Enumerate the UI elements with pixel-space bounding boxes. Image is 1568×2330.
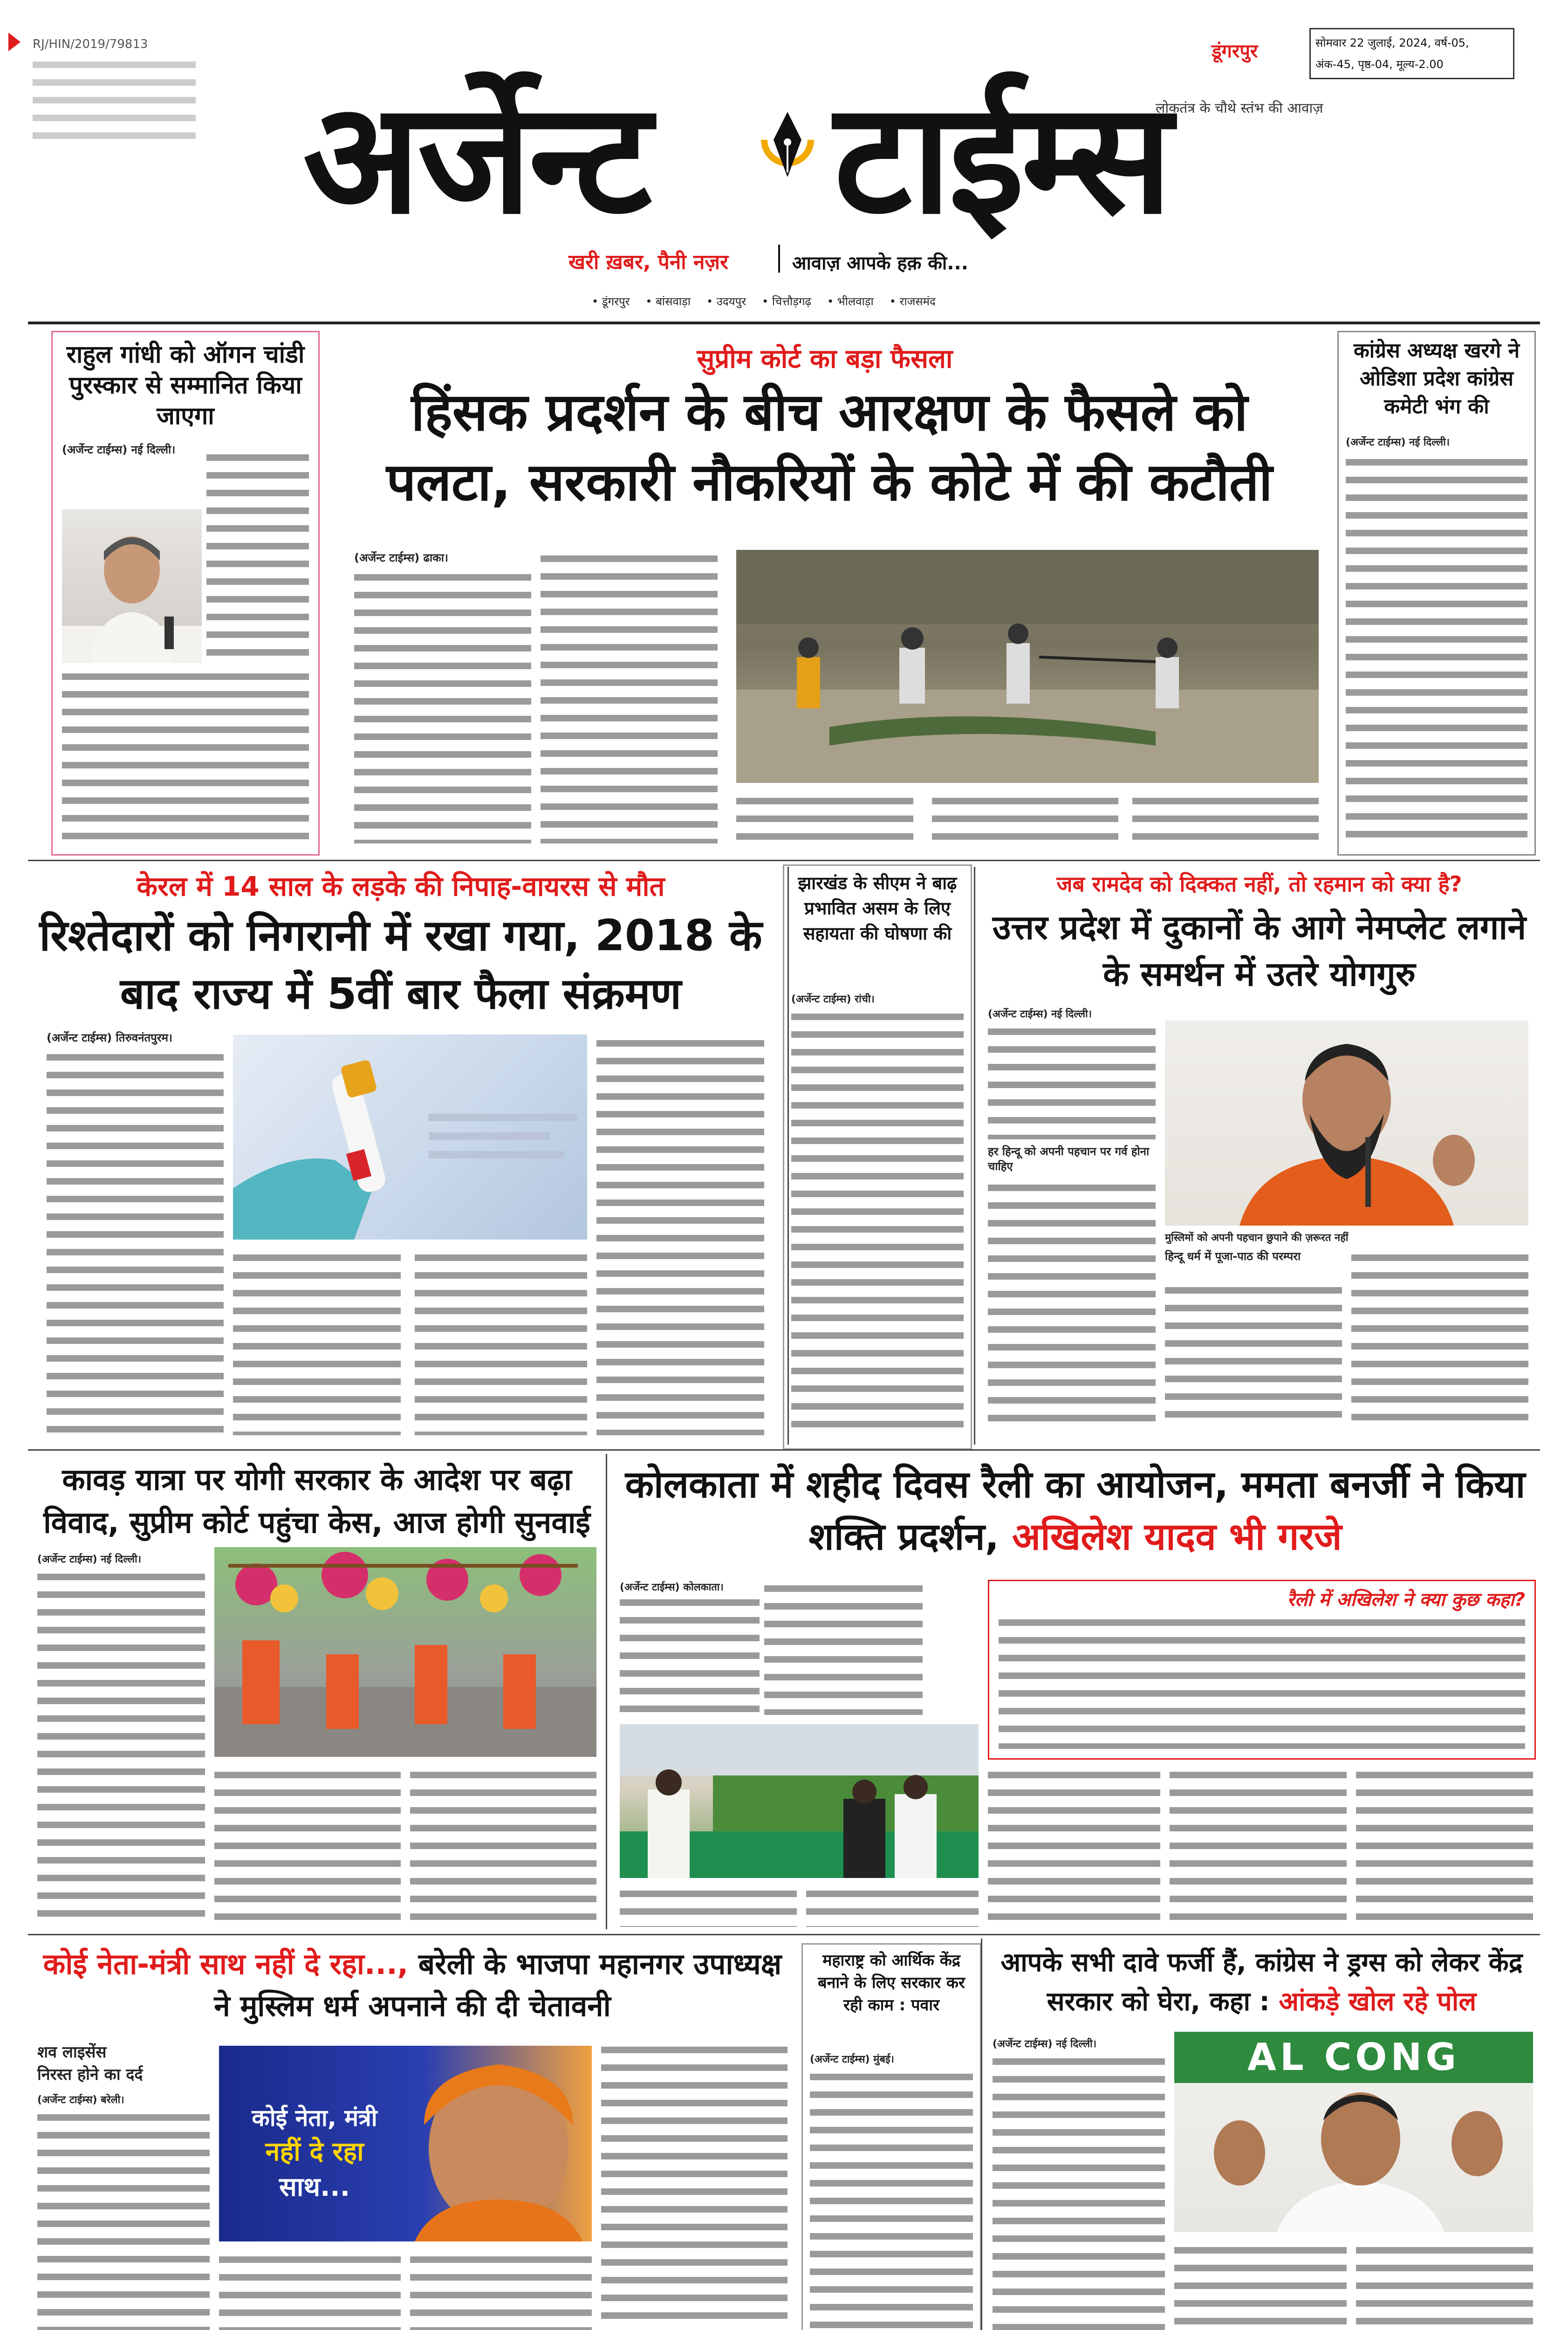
story-text bbox=[993, 2053, 1165, 2330]
story-text bbox=[1356, 2241, 1533, 2330]
photo-banner-text: AL CONG bbox=[1174, 2032, 1533, 2083]
headline: झारखंड के सीएम ने बाढ़ प्रभावित असम के लिए सहायता की घोषणा की bbox=[798, 873, 957, 944]
bareilly-graphic bbox=[219, 2046, 592, 2241]
photo-caption: मुस्लिमों को अपनी पहचान छुपाने की ज़रूरत नहीं bbox=[1165, 1232, 1349, 1244]
story-kolkata bbox=[610, 1454, 1540, 1929]
story-text bbox=[988, 1766, 1160, 1927]
headline: राहुल गांधी को ऑगन चांडी पुरस्कार से सम्मानित किया जाएगा bbox=[66, 341, 305, 430]
masthead-rule bbox=[28, 322, 1540, 324]
column-divider bbox=[974, 867, 975, 1445]
subhead: हर हिन्दू को अपनी पहचान पर गर्व होना चाहिए bbox=[988, 1145, 1150, 1173]
city-item: • भीलवाड़ा bbox=[827, 295, 874, 308]
edition-label: डूंगरपुर bbox=[1212, 41, 1258, 62]
story-text bbox=[932, 792, 1118, 843]
city-item: • बांसवाड़ा bbox=[645, 295, 691, 308]
graphic-text bbox=[231, 2102, 398, 2205]
story-text bbox=[1170, 1766, 1347, 1927]
date-line-1: सोमवार 22 जुलाई, 2024, वर्ष-05, bbox=[1315, 36, 1469, 49]
masthead-left-fineprint bbox=[33, 56, 196, 149]
story-text bbox=[541, 550, 718, 843]
byline: (अर्जेन्ट टाईम्स) नई दिल्ली। bbox=[988, 1008, 1092, 1020]
story-text bbox=[37, 1568, 205, 1920]
sample-tube-photo bbox=[233, 1035, 587, 1240]
headline: हिंसक प्रदर्शन के बीच आरक्षण के फैसले को पलटा, सरकारी नौकरियों के कोटे में की कटौती bbox=[386, 382, 1273, 513]
story-text bbox=[601, 2041, 787, 2330]
rally-photo bbox=[620, 1724, 979, 1878]
section-rule bbox=[28, 1934, 1540, 1935]
story-ramdev bbox=[979, 862, 1540, 1445]
byline: (अर्जेन्ट टाईम्स) मुंबई। bbox=[810, 2054, 895, 2065]
story-text bbox=[62, 668, 309, 845]
regd-number: RJ/HIN/2019/79813 bbox=[33, 37, 148, 51]
sidehead bbox=[37, 2041, 214, 2086]
story-text bbox=[806, 1885, 979, 1927]
kawad-photo bbox=[214, 1547, 596, 1757]
column-divider bbox=[981, 1939, 982, 2330]
headline bbox=[988, 1943, 1535, 2022]
date-line-2: अंक-45, पृष्ठ-04, मूल्य-2.00 bbox=[1315, 58, 1444, 71]
headline bbox=[615, 1459, 1535, 1563]
story-text bbox=[620, 1594, 760, 1715]
story-drugs bbox=[983, 1939, 1540, 2330]
headline: कावड़ यात्रा पर योगी सरकार के आदेश पर बढ़ा विवाद, सुप्रीम कोर्ट पहुंचा केस, आज होगी सुनवाई bbox=[43, 1463, 590, 1540]
story-supreme bbox=[326, 331, 1323, 853]
story-text bbox=[219, 2251, 401, 2330]
story-bareilly bbox=[28, 1939, 797, 2330]
sidehead-line: निरस्त होने का दर्द bbox=[37, 2065, 143, 2084]
story-text bbox=[1356, 1766, 1533, 1927]
rahul-photo bbox=[62, 509, 202, 663]
story-nipah bbox=[28, 862, 774, 1445]
masthead-title-left: अर्जेन्ट bbox=[303, 69, 649, 248]
story-text bbox=[1165, 1282, 1342, 1426]
story-text bbox=[999, 1614, 1525, 1749]
graphic-line: नहीं दे रहा bbox=[265, 2137, 364, 2167]
byline: (अर्जेन्ट टाईम्स) बरेली। bbox=[37, 2094, 124, 2106]
tagline-right: आवाज़ आपके हक़ की... bbox=[792, 253, 968, 274]
kicker: केरल में 14 साल के लड़के की निपाह-वायरस से मौत bbox=[137, 870, 665, 902]
story-congress bbox=[1337, 331, 1536, 856]
byline: (अर्जेन्ट टाईम्स) नई दिल्ली। bbox=[62, 443, 176, 456]
headline-main: कोलकाता में शहीद दिवस रैली का आयोजन, ममता बनर्जी ने किया शक्ति प्रदर्शन, bbox=[625, 1463, 1526, 1558]
tagline-left: खरी ख़बर, पैनी नज़र bbox=[568, 250, 729, 274]
masthead-motto: लोकतंत्र के चौथे स्तंभ की आवाज़ bbox=[1156, 100, 1323, 116]
subkicker: रैली में अखिलेश ने क्या कुछ कहा? bbox=[1287, 1589, 1525, 1610]
story-text bbox=[47, 1048, 224, 1435]
kicker: जब रामदेव को दिक्कत नहीं, तो रहमान को क्या है? bbox=[1056, 871, 1462, 897]
story-text bbox=[206, 449, 309, 663]
story-text bbox=[1132, 792, 1319, 843]
story-text bbox=[214, 1766, 401, 1920]
headline: महाराष्ट्र को आर्थिक केंद्र बनाने के लिए सरकार कर रही काम : पवार bbox=[818, 1951, 965, 2015]
city-item: • उदयपुर bbox=[706, 295, 746, 308]
story-text bbox=[736, 792, 913, 843]
kicker: सुप्रीम कोर्ट का बड़ा फैसला bbox=[697, 344, 953, 374]
section-rule bbox=[28, 1449, 1540, 1451]
story-text bbox=[988, 1023, 1156, 1139]
pen-nib-logo-icon bbox=[755, 107, 820, 200]
headline-main: आपके सभी दावे फर्जी हैं, कांग्रेस ने ड्रग्स को लेकर केंद्र सरकार को घेरा, कहा : bbox=[1000, 1947, 1523, 2017]
date-box bbox=[1309, 28, 1514, 79]
akhilesh-box bbox=[988, 1580, 1536, 1760]
story-jharkhand bbox=[783, 864, 972, 1450]
headline: कांग्रेस अध्यक्ष खरगे ने ओडिशा प्रदेश कांग्रेस कमेटी भंग की bbox=[1353, 339, 1520, 418]
story-text bbox=[791, 1008, 964, 1437]
headline bbox=[33, 1943, 792, 2027]
story-text bbox=[620, 1885, 797, 1927]
byline: (अर्जेन्ट टाईम्स) कोलकाता। bbox=[620, 1582, 724, 1593]
headline-red: आंकड़े खोल रहे पोल bbox=[1279, 1987, 1477, 2017]
byline: (अर्जेन्ट टाईम्स) नई दिल्ली। bbox=[993, 2038, 1097, 2050]
story-text bbox=[1351, 1249, 1528, 1426]
story-text bbox=[37, 2109, 210, 2330]
headline-red: कोई नेता-मंत्री साथ नहीं दे रहा..., bbox=[43, 1947, 409, 1981]
red-triangle-icon bbox=[8, 33, 21, 51]
city-item: • चित्तौड़गढ़ bbox=[762, 295, 811, 308]
byline: (अर्जेन्ट टाईम्स) ढाका। bbox=[354, 551, 449, 564]
city-item: • राजसमंद bbox=[889, 295, 936, 308]
story-text bbox=[415, 1249, 587, 1435]
story-text bbox=[596, 1035, 764, 1435]
byline: (अर्जेन्ट टाईम्स) नई दिल्ली। bbox=[1346, 437, 1450, 448]
headline-main: बरेली के भाजपा महानगर उपाध्यक्ष ने मुस्लिम धर्म अपनाने की दी चेतावनी bbox=[214, 1947, 782, 2023]
story-text bbox=[410, 1766, 596, 1920]
congress-leader-photo bbox=[1174, 2032, 1533, 2232]
ramdev-photo bbox=[1165, 1021, 1528, 1226]
subhead: हिन्दू धर्म में पूजा-पाठ की परम्परा bbox=[1165, 1250, 1301, 1263]
column-divider bbox=[606, 1454, 607, 1929]
byline: (अर्जेन्ट टाईम्स) रांची। bbox=[791, 994, 875, 1005]
tagline-divider bbox=[778, 245, 780, 273]
story-rahul bbox=[51, 331, 320, 856]
sidehead-line: शव लाइसेंस bbox=[37, 2043, 107, 2062]
column-divider bbox=[787, 867, 789, 1445]
story-text bbox=[410, 2251, 592, 2330]
story-text bbox=[810, 2068, 973, 2330]
story-text bbox=[988, 1179, 1156, 1426]
byline: (अर्जेन्ट टाईम्स) तिरुवनंतपुरम। bbox=[47, 1031, 173, 1044]
story-text bbox=[764, 1580, 923, 1715]
headline-red: अखिलेश यादव भी गरजे bbox=[1012, 1515, 1342, 1558]
story-text bbox=[233, 1249, 401, 1435]
graphic-line: साथ... bbox=[279, 2172, 350, 2202]
story-text bbox=[1174, 2241, 1347, 2330]
story-mahaul bbox=[801, 1943, 981, 2330]
story-kawad bbox=[28, 1454, 606, 1929]
section-rule bbox=[28, 860, 1540, 861]
city-row bbox=[592, 294, 1104, 309]
city-item: • डूंगरपुर bbox=[592, 295, 630, 308]
masthead bbox=[0, 0, 1568, 326]
story-text bbox=[1346, 453, 1527, 845]
graphic-line: कोई नेता, मंत्री bbox=[252, 2104, 377, 2131]
protest-photo bbox=[736, 550, 1319, 783]
byline: (अर्जेन्ट टाईम्स) नई दिल्ली। bbox=[37, 1554, 142, 1565]
story-text bbox=[354, 569, 531, 843]
masthead-title-right: टाईम्स bbox=[834, 69, 1170, 248]
headline: रिश्तेदारों को निगरानी में रखा गया, 2018 के बाद राज्य में 5वीं बार फैला संक्रमण bbox=[39, 911, 762, 1019]
headline: उत्तर प्रदेश में दुकानों के आगे नेमप्लेट लगाने के समर्थन में उतरे योगगुरु bbox=[992, 908, 1527, 994]
